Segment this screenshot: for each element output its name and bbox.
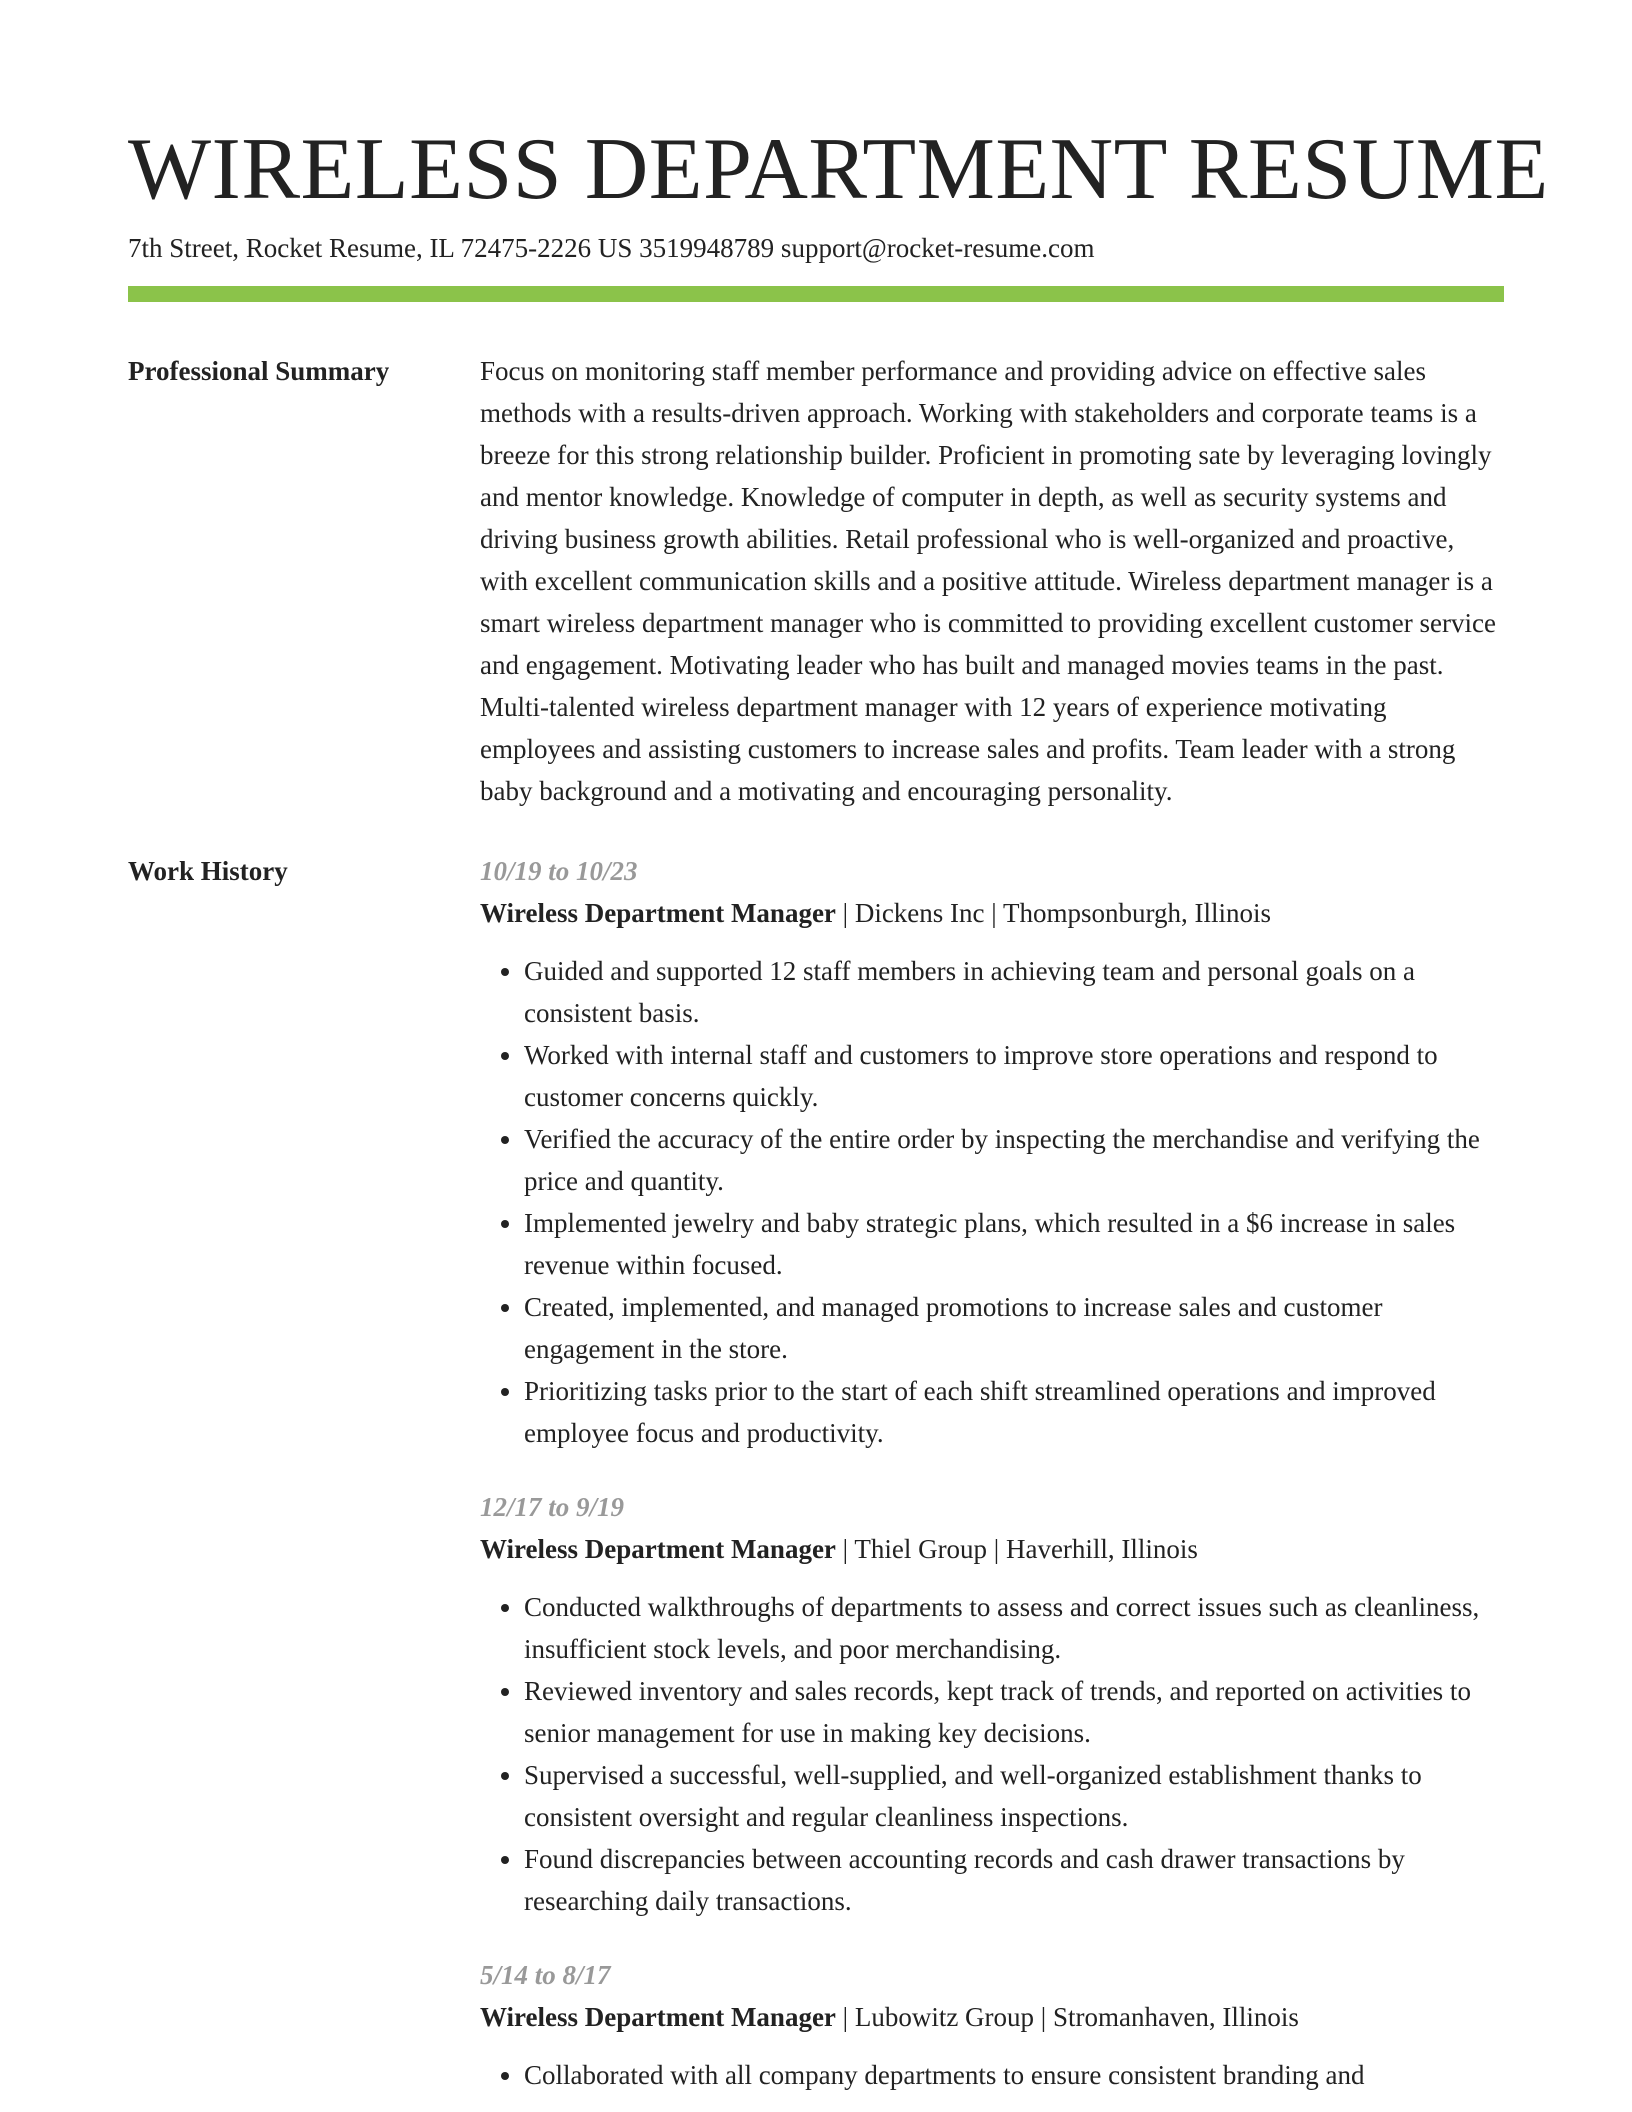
job-bullet: • Collaborated with all company departments to ensure consistent branding and (524, 2054, 1504, 2096)
job-entry (480, 850, 1504, 1454)
section-label-summary: Professional Summary (128, 356, 390, 386)
job-bullet: • Found discrepancies between accounting records and cash drawer transactions by researching daily transactions. (524, 1838, 1504, 1922)
job-bullets (480, 1586, 1504, 1922)
job-title-line (480, 892, 1504, 934)
job-dates: 12/17 to 9/19 (480, 1492, 625, 1522)
job-bullet: • Reviewed inventory and sales records, kept track of trends, and reported on activities to senior management for use in making key decisions. (524, 1670, 1504, 1754)
job-bullets (480, 950, 1504, 1454)
job-dates: 5/14 to 8/17 (480, 1960, 611, 1990)
job-bullet: • Conducted walkthroughs of departments to assess and correct issues such as cleanliness, insufficient stock levels, and poor merchandising. (524, 1586, 1504, 1670)
resume-title: WIRELESS DEPARTMENT RESUME (128, 121, 1549, 218)
job-bullet: • Guided and supported 12 staff members in achieving team and personal goals on a consistent basis. (524, 950, 1504, 1034)
job-dates: 10/19 to 10/23 (480, 856, 638, 886)
job-bullet: • Prioritizing tasks prior to the start of each shift streamlined operations and improved employee focus and productivity. (524, 1370, 1504, 1454)
job-bullets (480, 2054, 1504, 2096)
professional-summary-section (128, 350, 1504, 812)
job-details: | Dickens Inc | Thompsonburgh, Illinois (835, 898, 1271, 928)
job-title: Wireless Department Manager (480, 898, 836, 928)
job-title-line (480, 1996, 1504, 2038)
job-bullet: • Implemented jewelry and baby strategic plans, which resulted in a $6 increase in sales revenue within focused. (524, 1202, 1504, 1286)
accent-divider (128, 286, 1504, 302)
job-entry (480, 1486, 1504, 1922)
job-details: | Lubowitz Group | Stromanhaven, Illinois (835, 2002, 1299, 2032)
job-details: | Thiel Group | Haverhill, Illinois (835, 1534, 1198, 1564)
section-label-work-history: Work History (128, 856, 288, 886)
job-entry (480, 1954, 1504, 2096)
job-title: Wireless Department Manager (480, 2002, 836, 2032)
job-bullet: • Supervised a successful, well-supplied, and well-organized establishment thanks to consistent oversight and regular cleanliness inspections. (524, 1754, 1504, 1838)
work-history-section (128, 850, 1504, 2096)
job-title-line (480, 1528, 1504, 1570)
job-bullet: • Worked with internal staff and customers to improve store operations and respond to customer concerns quickly. (524, 1034, 1504, 1118)
job-bullet: • Verified the accuracy of the entire order by inspecting the merchandise and verifying the price and quantity. (524, 1118, 1504, 1202)
summary-body (480, 350, 1504, 812)
summary-text: Focus on monitoring staff member performance and providing advice on effective sales methods with a results-driven approach. Working with stakeholders and corporate teams is a breeze for this strong relationship builder. Proficient in promoting sate by leveraging lovingly and mentor knowledge. Knowledge of computer in depth, as well as security systems and driving business growth abilities. Retail professional who is well-organized and proactive, with excellent communication skills and a positive attitude. Wireless department manager is a smart wireless department manager who is committed to providing excellent customer service and engagement. Motivating leader who has built and managed movies teams in the past. Multi-talented wireless department manager with 12 years of experience motivating employees and assisting customers to increase sales and profits. Team leader with a strong baby background and a motivating and encouraging personality. (480, 356, 1496, 806)
work-history-body (480, 850, 1504, 2096)
resume-page (128, 120, 1549, 2096)
contact-line: 7th Street, Rocket Resume, IL 72475-2226 US 3519948789 support@rocket-resume.com (128, 233, 1095, 263)
job-bullet: • Created, implemented, and managed promotions to increase sales and customer engagement in the store. (524, 1286, 1504, 1370)
job-title: Wireless Department Manager (480, 1534, 836, 1564)
